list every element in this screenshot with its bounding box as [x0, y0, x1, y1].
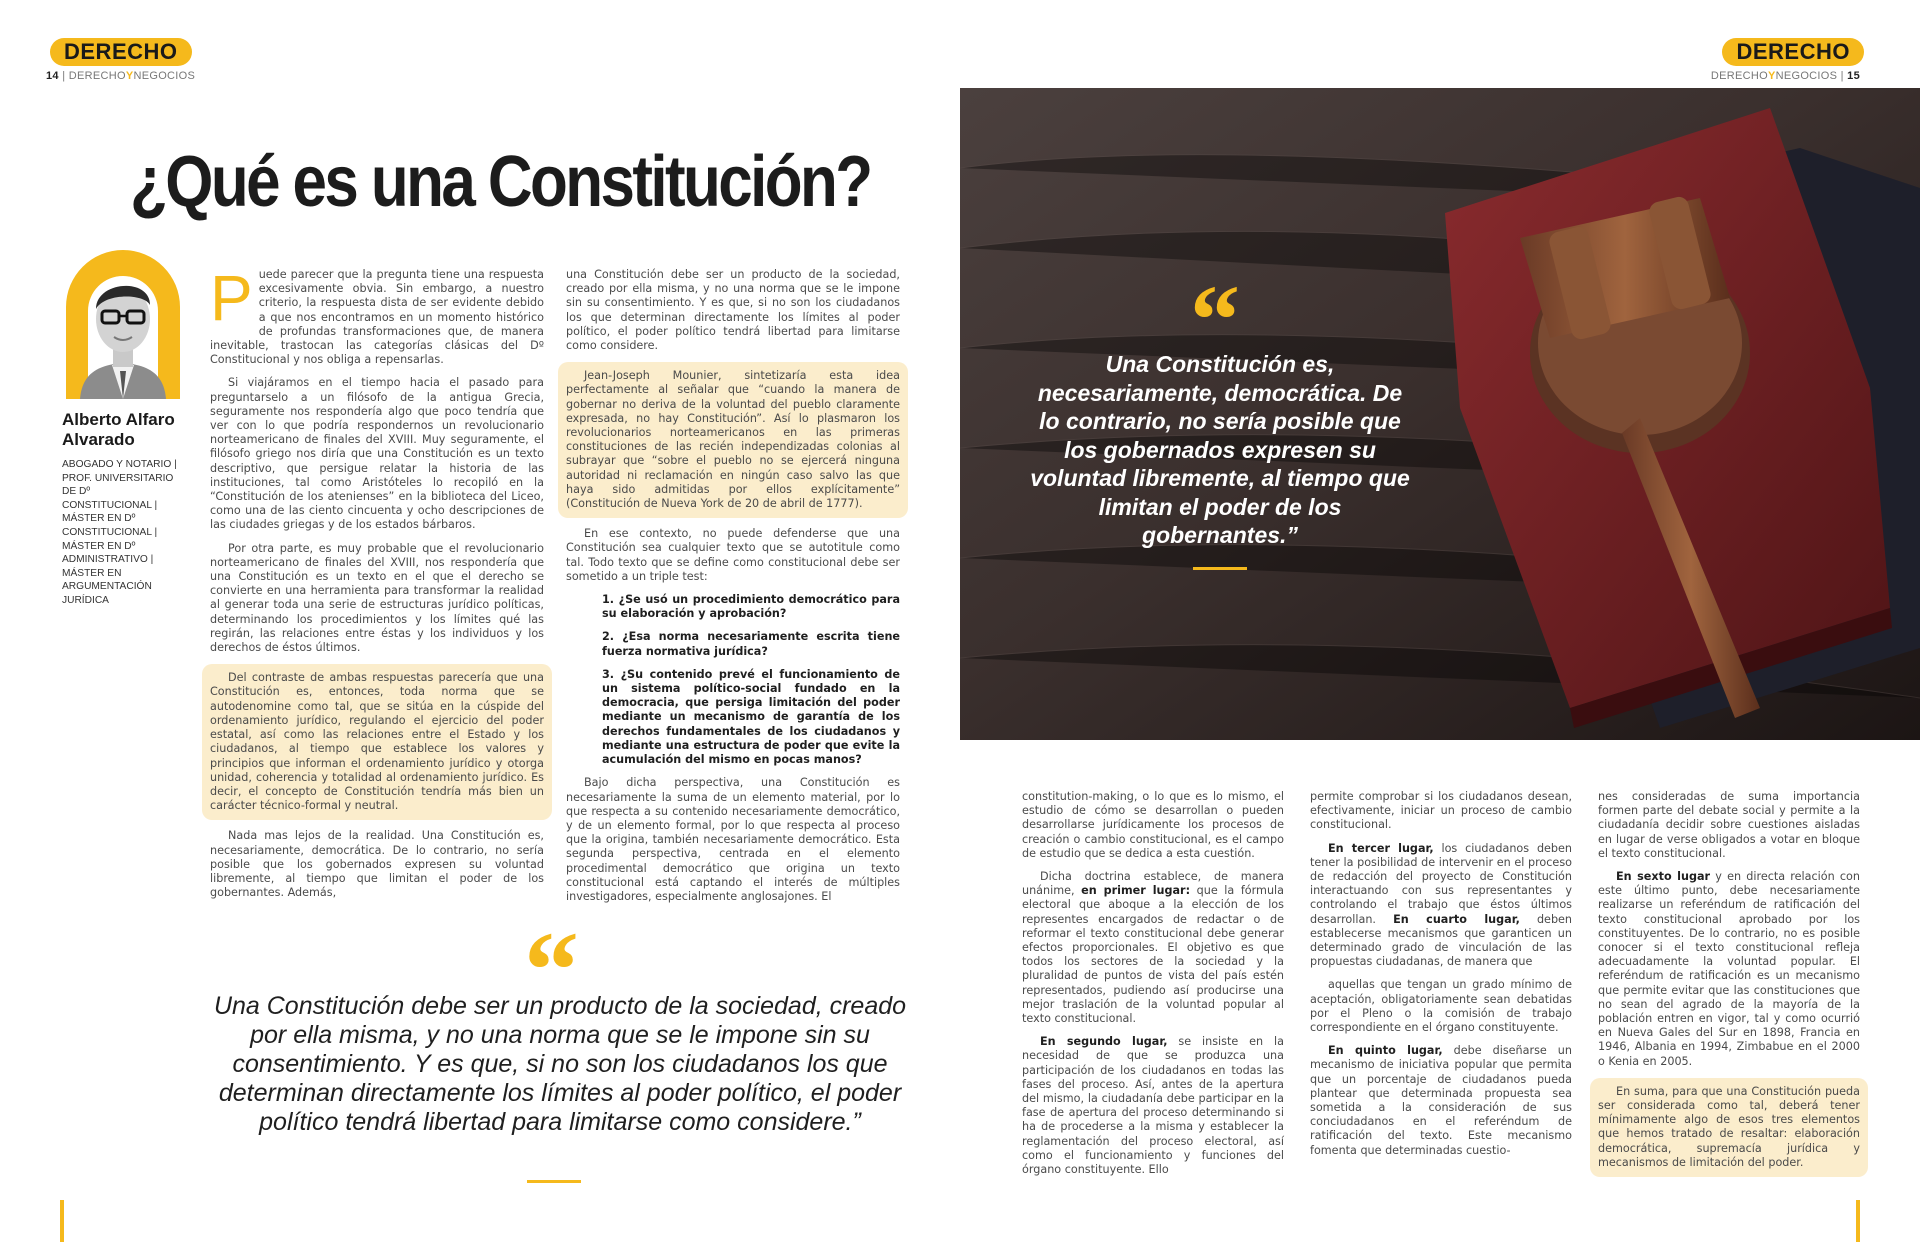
triple-test-list — [566, 593, 900, 767]
photo-quote-mark-icon: “ — [1190, 264, 1240, 375]
photo-quote-divider — [1193, 567, 1247, 570]
quote-mark-icon: “ — [524, 909, 579, 1031]
paragraph: Nada mas lejos de la realidad. Una Constitución es, necesariamente, democrática. De lo contrario, no sería posible que los gobernados expresen su voluntad libremente, al tiempo que limitan el poder de los gobernantes. Además, — [210, 829, 544, 900]
paragraph: permite comprobar si los ciudadanos desean, efectivamente, iniciar un proceso de cambio constitucional. — [1310, 790, 1572, 832]
paragraph: Bajo dicha perspectiva, una Constitución es necesariamente la suma de un elemento material, por lo que respecta a su contenido necesariamente democrático, y de un elemento formal, por lo que respecta al proceso que la origina, también necesariamente democrático. Esta segunda perspectiva, centrada en el elemento procedimental democrático que origina un texto constitucional está captando el interés de múltiples investigadores, especialmente anglosajones. El — [566, 776, 900, 903]
folio-right: DERECHOYNEGOCIOS | 15 — [1710, 70, 1860, 82]
text: los ciudadanos deben tener la posibilidad de intervenir en el proceso de redacción del proyecto de Constitución interactuando con sus representantes y controlando el trabajo que éstos últimos desarrollan. — [1310, 841, 1572, 926]
page-edge-marker-left — [60, 1200, 64, 1242]
text: Dicha doctrina establece, de manera unánime, — [1022, 870, 1284, 898]
folio-left: 14 | DERECHOYNEGOCIOS — [46, 70, 196, 82]
section-badge-right: DERECHO — [1722, 38, 1864, 66]
paragraph: nes consideradas de suma importancia formen parte del debate social y permite a la ciudadanía decidir sobre cuestiones aisladas en lugar de verse obligados a votar en bloque el texto constitucional. — [1598, 790, 1860, 860]
paragraph — [1022, 1035, 1284, 1177]
highlight-box — [202, 664, 552, 820]
text: que la fórmula electoral que aboque a la elección de los representes encargados de redactar o de reformar el texto constitucional debe generar efectos proporcionales. El objetivo es que todos los sectores de la sociedad y la pluralidad de puntos de vista del país estén representados, pudiendo así producirse una mejor traslación de la voluntad popular al texto constitucional. — [1022, 884, 1284, 1026]
article-column-3 — [1022, 790, 1284, 1186]
article-column-1 — [210, 262, 544, 909]
photo-pull-quote: Una Constitución es, necesariamente, democrática. De lo contrario, no sería posible que los gobernados expresen su voluntad libremente, al tiempo que limitan el poder de los gobernantes.” — [1030, 351, 1410, 548]
page-number-left: 14 — [46, 70, 59, 82]
bold-lead: En segundo lugar, — [1040, 1035, 1168, 1049]
article-column-4 — [1310, 790, 1572, 1167]
drop-cap: P — [210, 262, 253, 334]
text: debe diseñarse un mecanismo de iniciativa popular que permita que un porcentaje de ciudadanos pueda plantear que determinada propuesta sea sometida a la consideración de sus conciudadanos en el referéndum de ratificación del texto. Este mecanismo fomenta que determinadas cuestio- — [1310, 1044, 1572, 1157]
test-item-2: 2. ¿Esa norma necesariamente escrita tiene fuerza normativa jurídica? — [602, 630, 900, 658]
paragraph — [1310, 842, 1572, 970]
quote-divider — [527, 1180, 581, 1183]
highlight-box — [558, 362, 908, 518]
section-badge-left: DERECHO — [50, 38, 192, 66]
paragraph — [1022, 870, 1284, 1026]
paragraph: En ese contexto, no puede defenderse que una Constitución sea cualquier texto que se autotitule como tal. Todo texto que se define como constitucional debe ser sometido a un triple test: — [566, 527, 900, 583]
paragraph — [1310, 1044, 1572, 1158]
text: y en directa relación con este último punto, debe necesariamente realizarse un referéndum de ratificación del texto constitucional aprobado por los constituyentes. De lo contrario, no es posible conocer si el texto constitucional refleja adecuadamente la voluntad popular. El referéndum de ratificación es un mecanismo que permite evitar que las constituciones que no sean del agrado de la mayoría de la población entren en vigor, tal y como ocurrió en Nueva Gales del Sur en 1898, Francia en 1946, Albania en 1994, Zimbabue en el 2000 o Kenia en 2005. — [1598, 870, 1860, 1068]
paragraph: Si viajáramos en el tiempo hacia el pasado para preguntarselo a un filósofo de la antigua Grecia, seguramente nos respondería algo que poco tendría que ver con lo que podría respondernos un revolucionario norteamericano de finales del XVIII. Muy seguramente, el filósofo griego nos diría que una Constitución es un texto descriptivo, que persigue relatar la historia de las instituciones, tal como Aristóteles lo recopiló en la “Constitución de los atenienses” en la biblioteca del Liceo, como una de las ciento cincuenta y ocho descripciones de las ciudades griegas y de los estados bárbaros. — [210, 376, 544, 532]
author-portrait — [60, 247, 186, 399]
article-column-5 — [1598, 790, 1860, 1186]
paragraph: Jean-Joseph Mounier, sintetizaría esta idea perfectamente al señalar que “cuando la manera de gobernar no deriva de la voluntad del pueblo claramente expresada, no hay Constitución”. Así lo plasmaron los revolucionarios norteamericanos en las primeras constituciones de las recién independizadas colonias al subrayar que “sobre el pueblo no se ejercerá ninguna autoridad ni reclamación en ningún caso salvo las que haya sido admitidas por ellos explícitamente” (Constitución de Nueva York de 20 de abril de 1777). — [566, 369, 900, 511]
highlight-box — [1590, 1078, 1868, 1177]
bold-lead: En cuarto lugar, — [1393, 912, 1520, 926]
test-item-1: 1. ¿Se usó un procedimiento democrático para su elaboración y aprobación? — [602, 593, 900, 621]
brand-y-left: Y — [125, 70, 134, 82]
paragraph: Por otra parte, es muy probable que el revolucionario norteamericano de finales del XVIII, nos respondería que una Constitución es un texto en el que el derecho se convierte en una herramienta para transformar la realidad al generar toda una serie de estructuras jurídico políticas, determinando los procedimientos y los límites qué las regirán, las relaciones entre éstas y los individuos y los derechos de éstos últimos. — [210, 541, 544, 655]
brand-y-right: Y — [1767, 70, 1776, 82]
pull-quote: Una Constitución debe ser un producto de la sociedad, creado por ella misma, y no una norma que se le impone sin su consentimiento. Y es que, si no son los ciudadanos los que determinan directamente los límites al poder político, el poder político tendrá libertad para limitarse como considere.” — [213, 992, 907, 1136]
article-column-2 — [566, 268, 900, 913]
paragraph — [1598, 870, 1860, 1069]
author-credentials: ABOGADO Y NOTARIO | PROF. UNIVERSITARIO DE Dº CONSTITUCIONAL | MÁSTER EN Dº CONSTITUCIONAL | MÁSTER EN Dº ADMINISTRATIVO | MÁSTER EN ARGUMENTACIÓN JURÍDICA — [62, 459, 177, 606]
paragraph: aquellas que tengan un grado mínimo de aceptación, obligatoriamente sean debatidas por el Pleno o la comisión de trabajo correspondiente en el órgano constituyente. — [1310, 978, 1572, 1035]
paragraph-intro — [210, 262, 544, 367]
brand-name-right: DERECHO — [1710, 70, 1768, 82]
bold-lead: En sexto lugar — [1616, 870, 1711, 884]
text: se insiste en la necesidad de que se produzca una participación de los ciudadanos en todas las fases del proceso. Así, antes de la apertura del mismo, la ciudadanía debe participar en la fase de apertura del proceso determinando si ha de procederse a la misma y establecer la reglamentación del proceso electoral, así como el funcionamiento y funciones del órgano constituyente. Ello — [1022, 1035, 1284, 1177]
paragraph: Del contraste de ambas respuestas parecería que una Constitución es, entonces, toda norma que se autodenomine como tal, que se sitúa en la cúspide del ordenamiento jurídico, regulando el ejercicio del poder estatal, así como las relaciones entre el Estado y los ciudadanos, al tiempo que establece los valores y principios que informan el ordenamiento jurídico y otorga unidad, coherencia y totalidad al ordenamiento jurídico. Es decir, el concepto de Constitución tendría más bien un carácter técnico-formal y neutral. — [210, 671, 544, 813]
author-name: Alberto Alfaro Alvarado — [62, 410, 175, 449]
page-number-right: 15 — [1847, 70, 1860, 82]
brand-name-right-2: NEGOCIOS — [1775, 70, 1838, 82]
brand-name-left-2: NEGOCIOS — [133, 70, 196, 82]
test-item-3: 3. ¿Su contenido prevé el funcionamiento de un sistema político-social fundado en la democracia, que persiga limitación del poder mediante un mecanismo de garantía de los derechos fundamentales de los ciudadanos y mediante una estructura de poder que evite la acumulación del mismo en pocas manos? — [602, 667, 900, 767]
intro-text: uede parecer que la pregunta tiene una respuesta excesivamente obvia. Sin embargo, a nuestro criterio, la respuesta dista de ser evidente debido a que nos encontramos en un momento histórico de profundas transformaciones que, de manera inevitable, trastocan las categorías clásicas del Dº Constitucional y nos obliga a repensarlas. — [210, 268, 544, 367]
paragraph: una Constitución debe ser un producto de la sociedad, creado por ella misma, y no una norma que se le impone sin su consentimiento. Y es que, si no son los ciudadanos los que determinan directamente los límites al poder político, el poder político tendrá libertad para limitarse como considere. — [566, 268, 900, 353]
text: deben establecerse mecanismos que garanticen un determinado grado de vinculación de las propuestas ciudadanas, de manera que — [1310, 912, 1573, 969]
bold-lead: En tercer lugar, — [1328, 841, 1434, 855]
article-headline: ¿Qué es una Constitución? — [130, 142, 871, 222]
paragraph: En suma, para que una Constitución pueda ser considerada como tal, deberá tener mínimamente algo de esos tres elementos que hemos tratado de resaltar: elaboración democrática, supremacía jurídica y mecanismos de limitación del poder. — [1598, 1084, 1860, 1169]
paragraph: constitution-making, o lo que es lo mismo, el estudio de cómo se desarrollan o pueden desarrollarse jurídicamente los procesos de creación o cambio constitucional, es el campo de estudio que se dedica a esta cuestión. — [1022, 790, 1284, 860]
brand-name-left: DERECHO — [68, 70, 126, 82]
bold-lead: en primer lugar: — [1081, 884, 1191, 898]
bold-lead: En quinto lugar, — [1328, 1044, 1443, 1058]
page-edge-marker-right — [1856, 1200, 1860, 1242]
